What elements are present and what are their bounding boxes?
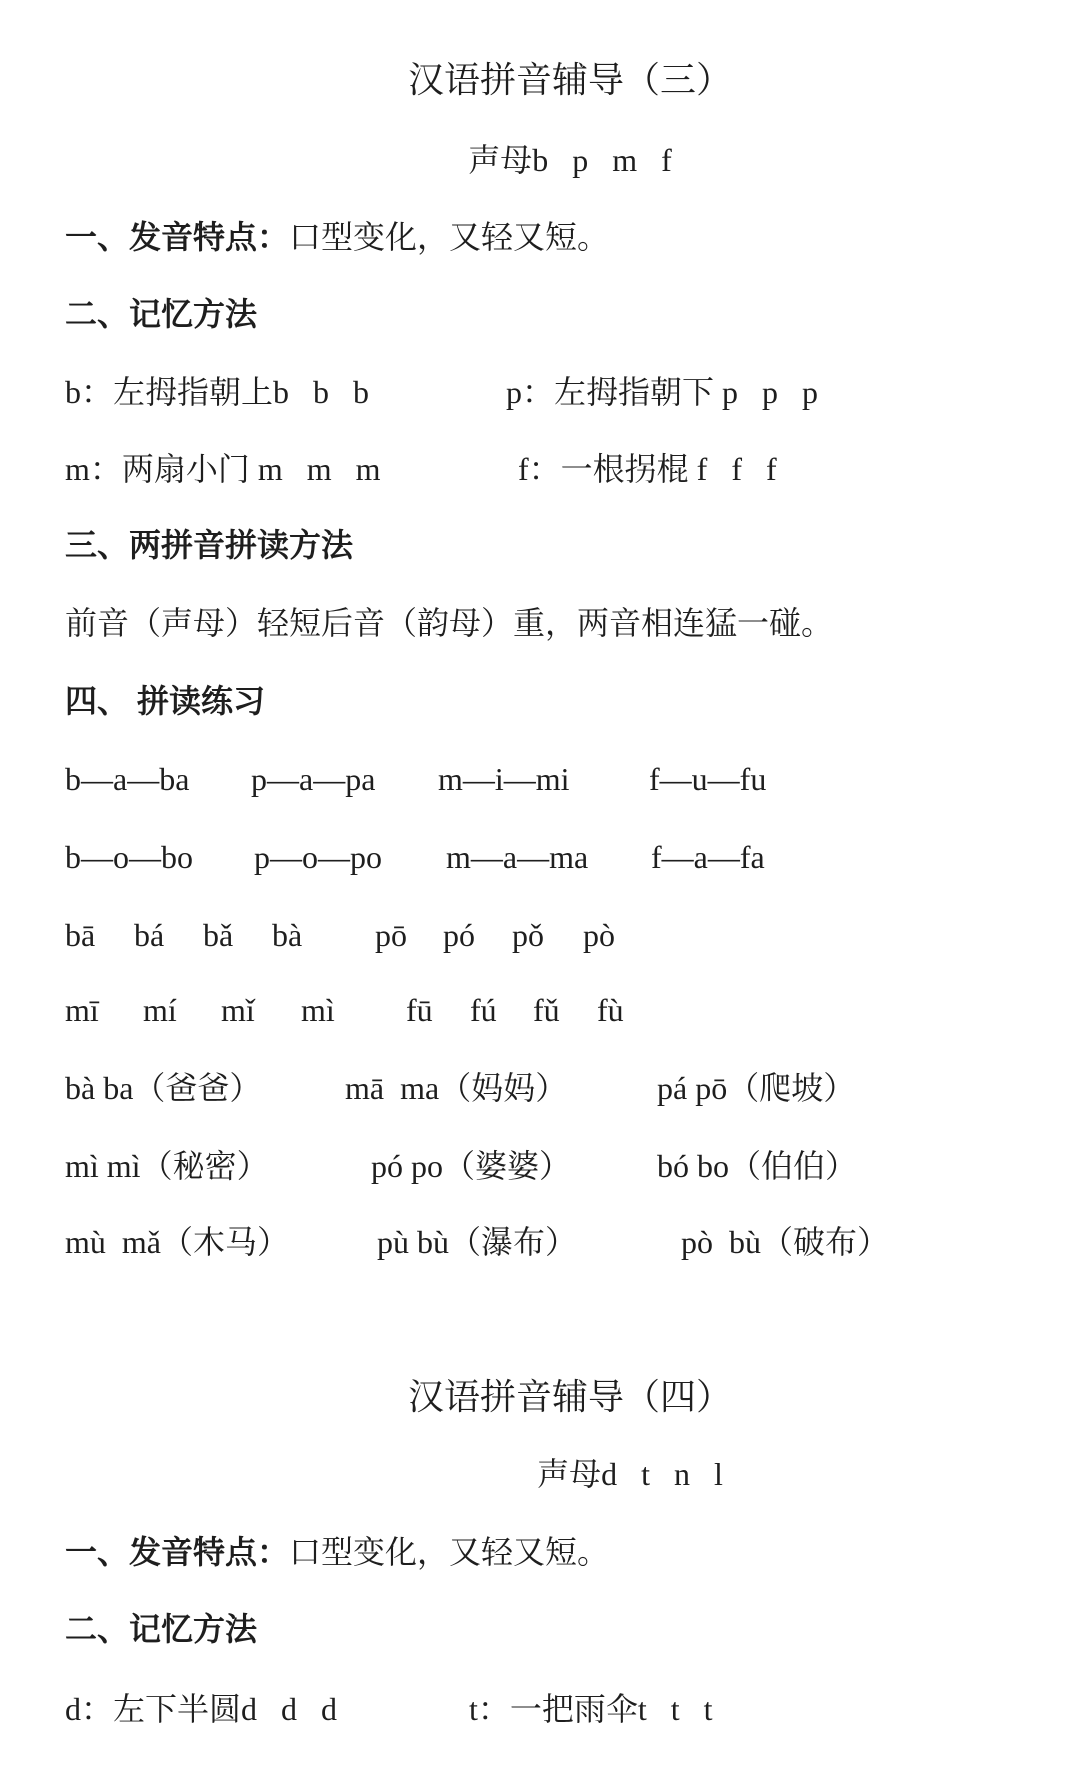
tone-item: pò: [583, 917, 615, 953]
memory-item: b：左拇指朝上b b b: [65, 374, 370, 410]
tone-item: fù: [597, 992, 624, 1028]
drill-item: b—o—bo: [65, 839, 193, 875]
lesson-title: 汉语拼音辅导（三）: [407, 60, 732, 100]
section-pronunciation: [65, 1532, 609, 1572]
word-item: mì mì（秘密）: [65, 1148, 269, 1184]
word-item: pá pō（爬坡）: [657, 1070, 856, 1106]
section-pronunciation: [65, 217, 609, 257]
tone-item: fú: [470, 992, 497, 1028]
tone-item: pō: [375, 917, 407, 953]
section-heading: 二、记忆方法: [65, 296, 258, 332]
tone-item: mí: [143, 992, 177, 1028]
word-item: mù mǎ（木马）: [65, 1224, 289, 1260]
lesson-subtitle: 声母b p m f: [468, 142, 672, 178]
word-item: pò bù（破布）: [681, 1224, 890, 1260]
tone-item: mǐ: [221, 992, 255, 1028]
drill-item: f—a—fa: [651, 839, 765, 875]
section-text: 口型变化，又轻又短。: [289, 1534, 610, 1570]
section-heading: 三、两拼音拼读方法: [65, 527, 354, 563]
section-text: 口型变化，又轻又短。: [289, 219, 610, 255]
lesson-title: 汉语拼音辅导（四）: [407, 1377, 732, 1417]
word-item: mā ma（妈妈）: [345, 1070, 568, 1106]
section-heading: 四、 拼读练习: [65, 683, 266, 719]
tone-item: bá: [134, 917, 165, 953]
word-item: pó po（婆婆）: [371, 1148, 572, 1184]
memory-item: m：两扇小门 m m m: [65, 451, 381, 487]
section-heading: 一、发音特点：: [65, 219, 290, 255]
tone-item: mī: [65, 992, 99, 1028]
tone-item: bā: [65, 917, 96, 953]
section-text: 前音（声母）轻短后音（韵母）重，两音相连猛一碰。: [65, 605, 834, 641]
lesson-subtitle: 声母d t n l: [537, 1456, 723, 1492]
memory-item: d：左下半圆d d d: [65, 1691, 338, 1727]
memory-item: p：左拇指朝下 p p p: [506, 374, 819, 410]
drill-item: m—i—mi: [438, 761, 570, 797]
tone-item: pǒ: [512, 917, 544, 953]
drill-item: f—u—fu: [649, 761, 767, 797]
memory-item: f：一根拐棍 f f f: [518, 451, 777, 487]
section-heading: 二、记忆方法: [65, 1611, 258, 1647]
drill-item: p—a—pa: [251, 761, 376, 797]
drill-item: p—o—po: [254, 839, 382, 875]
section-heading: 一、发音特点：: [65, 1534, 290, 1570]
word-item: bó bo（伯伯）: [657, 1148, 858, 1184]
word-item: bà ba（爸爸）: [65, 1070, 262, 1106]
tone-item: bà: [272, 917, 303, 953]
drill-item: b—a—ba: [65, 761, 190, 797]
tone-item: fū: [406, 992, 433, 1028]
drill-item: m—a—ma: [446, 839, 589, 875]
tone-item: fǔ: [533, 992, 560, 1028]
word-item: pù bù（瀑布）: [377, 1224, 578, 1260]
tone-item: bǎ: [203, 917, 234, 953]
tone-item: mì: [301, 992, 335, 1028]
tone-item: pó: [443, 917, 475, 953]
memory-item: t：一把雨伞t t t: [469, 1691, 713, 1727]
